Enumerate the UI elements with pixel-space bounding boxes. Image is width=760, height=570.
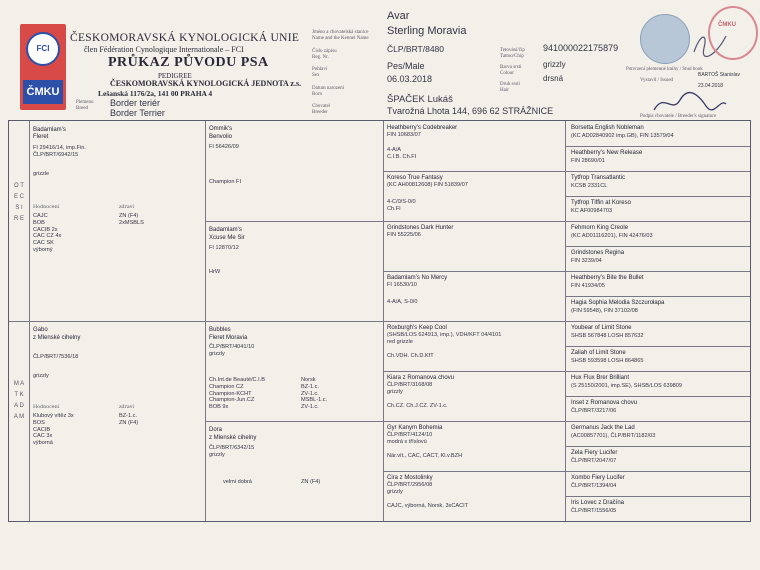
g4-0-reg: (KC AD02840902 imp.GB), FIN 13579/04 bbox=[571, 133, 674, 139]
g3-4-extra: red grizzle Ch.VDH. Ch.D.KfT bbox=[387, 339, 434, 359]
breeder-label: Chovatel Breeder bbox=[312, 104, 331, 115]
ss-name: Ommik's bbox=[209, 126, 233, 132]
g4-6-reg: FIN 41934/05 bbox=[571, 283, 605, 289]
ds-name2: Fleret Moravia bbox=[209, 335, 248, 341]
dd-name: Dora bbox=[209, 427, 223, 433]
name-label: Jméno a chovatelská stanice Name and the Kennel Name bbox=[312, 30, 369, 41]
ds-titles-right: Norsk BZ-1.c. ZV-1.c. MSBL-1.c. ZV-1.c. bbox=[301, 377, 328, 411]
dam-colour: grizzly bbox=[33, 373, 49, 379]
issuing-org: ČESKOMORAVSKÁ KYNOLOGICKÁ JEDNOTA z.s. bbox=[110, 79, 302, 88]
g3-3-reg: FI 16530/10 bbox=[387, 282, 417, 288]
fci-membership: člen Fédération Cynologique Internationale – FCI bbox=[84, 45, 244, 54]
breeder-signature-icon bbox=[650, 90, 730, 116]
sd-titles: HrW bbox=[209, 269, 221, 275]
g3-4-name: Roxburgh's Keep Cool bbox=[387, 325, 447, 331]
g4-3-name: Tytfrop Tiffin at Koreso bbox=[571, 200, 631, 206]
breeder-address: Tvarožná Lhota 144, 696 62 STRÁŽNICE bbox=[387, 106, 554, 116]
g3-5-extra: grizzly Ch.CZ. Ch.J.CZ. ZV-1.c. bbox=[387, 389, 448, 409]
reg-label: Číslo zápisu Reg. Nr. bbox=[312, 49, 337, 60]
dam-eval-label: Hodnocení bbox=[33, 405, 60, 410]
sire-side-label: O T E C S I R E bbox=[13, 183, 24, 222]
document-title: PRŮKAZ PŮVODU PSA bbox=[108, 55, 269, 70]
sire-reg2: ČLP/BRT/6942/15 bbox=[33, 152, 79, 158]
g3-0-name: Heathberry's Codebreaker bbox=[387, 125, 458, 131]
breed-en: Border Terrier bbox=[110, 108, 165, 118]
g4-0-name: Borsetta English Nobleman bbox=[571, 125, 644, 131]
cmku-logo bbox=[20, 24, 66, 110]
sd-name2: Xcuse Me Sir bbox=[209, 235, 245, 241]
sex-label: Pohlaví Sex bbox=[312, 67, 328, 78]
g3-0-extra: 4-A/A C.I.B. Ch.FI bbox=[387, 147, 417, 160]
dam-titles: Klubový vítěz 3x BOS CACIB CAC 3x výborná bbox=[33, 413, 74, 447]
g4-5-name: Grindstones Regina bbox=[571, 250, 625, 256]
dog-colour: grizzly bbox=[543, 60, 566, 69]
g3-6-name: Gyr Kanym Bohemia bbox=[387, 425, 443, 431]
sire-colour: grizzle bbox=[33, 171, 50, 177]
org-name: ČESKOMORAVSKÁ KYNOLOGICKÁ UNIE bbox=[70, 32, 300, 44]
g3-0-reg: FIN 10683/07 bbox=[387, 132, 421, 138]
dog-reg: ČLP/BRT/8480 bbox=[387, 44, 445, 54]
dob-label: Datum narození Born bbox=[312, 86, 345, 97]
dd-name2: z Mlenské cihelny bbox=[209, 435, 257, 441]
g3-6-reg: ČLP/BRT/4124/10 bbox=[387, 432, 433, 438]
dam-name: Gabo bbox=[33, 327, 48, 333]
g4-14-reg: ČLP/BRT/1394/04 bbox=[571, 483, 617, 489]
ds-titles: Ch.Int.de Beauté/C.I.B Champion CZ Champion-KCHT Champion-Jun.CZ BOB 9x bbox=[209, 377, 265, 411]
dd-titles-right: ZN (F4) bbox=[301, 479, 321, 485]
chip-label: Tetování/čip Tattoo/Chip bbox=[500, 48, 525, 59]
sd-reg: FI 12870/12 bbox=[209, 245, 239, 251]
dog-name: Avar bbox=[387, 10, 410, 22]
sire-health: ZN (F4) 2xMSBLS bbox=[119, 213, 144, 226]
g4-14-name: Xombo Fiery Lucifer bbox=[571, 475, 625, 481]
coat-label: Druh srsti Hair bbox=[500, 82, 520, 93]
g3-3-extra: 4-A/A, S-0/0 bbox=[387, 299, 418, 305]
ss-name2: Benvolio bbox=[209, 134, 233, 140]
sire-name2: Fleret bbox=[33, 134, 49, 140]
g4-9-name: Zaliah of Limit Stone bbox=[571, 350, 626, 356]
colour-label: Barva srsti Colour bbox=[500, 65, 522, 76]
dd-colour: grizzly bbox=[209, 452, 225, 458]
issued-label: Vystavil / Issued bbox=[640, 78, 674, 83]
g4-8-reg: SHSB 567848 LOSH 857632 bbox=[571, 333, 644, 339]
fci-emblem-text: FCI bbox=[36, 44, 50, 53]
breed-cz: Border teriér bbox=[110, 98, 161, 108]
document-subtitle: PEDIGREE bbox=[158, 72, 192, 80]
sd-name: Badamlam's bbox=[209, 227, 242, 233]
stud-book-label: Potvrzení plemenné knihy / Stud book bbox=[626, 67, 703, 72]
stamp-text: ČMKU bbox=[718, 22, 736, 28]
red-stamp-icon bbox=[708, 6, 758, 60]
issuing-address: Lešanská 1176/2a, 141 00 PRAHA 4 bbox=[98, 89, 213, 98]
g4-15-name: Iris Lovec z Dračína bbox=[571, 500, 625, 506]
sire-name: Badamlam's bbox=[33, 127, 66, 133]
g4-1-name: Heathberry's New Release bbox=[571, 150, 643, 156]
g3-1-extra: 4-C/0/S-0/0 Ch.FI bbox=[387, 199, 416, 212]
dog-coat: drsná bbox=[543, 74, 564, 83]
issued-date: 23.04.2018 bbox=[698, 83, 724, 89]
dam-reg: ČLP/BRT/7536/18 bbox=[33, 354, 79, 360]
breed-label: Plemeno Breed bbox=[76, 100, 94, 111]
dog-kennel: Sterling Moravia bbox=[387, 25, 467, 37]
ds-name: Bubbles bbox=[209, 327, 231, 333]
g4-7-reg: (FIN 59548), FIN 37102/08 bbox=[571, 308, 638, 314]
dd-reg: ČLP/BRT/6342/15 bbox=[209, 445, 255, 451]
g3-2-reg: FIN 55225/06 bbox=[387, 232, 421, 238]
g3-1-name: Koreso True Fantasy bbox=[387, 175, 443, 181]
g4-8-name: Youbear of Limit Stone bbox=[571, 325, 632, 331]
cmku-brand: ČMKU bbox=[23, 80, 63, 104]
dam-health-label: zdraví bbox=[119, 405, 134, 410]
g4-11-reg: ČLP/BRT/3217/06 bbox=[571, 408, 617, 414]
ds-colour: grizzly bbox=[209, 351, 225, 357]
dog-sex: Pes/Male bbox=[387, 61, 425, 71]
ds-reg: ČLP/BRT/4041/10 bbox=[209, 344, 255, 350]
issuer-name: BARTOŠ Stanislav bbox=[698, 72, 741, 78]
stud-book-stamp-icon bbox=[640, 14, 690, 64]
ss-titles: Champion FI bbox=[209, 179, 242, 185]
g3-6-extra: modrá s tříslovú Nár.vít., CAC, CACT, Kl.v.BZH bbox=[387, 439, 463, 459]
breeder-name: ŠPAČEK Lukáš bbox=[387, 94, 453, 105]
g4-2-name: Tytfrop Transatlantic bbox=[571, 175, 626, 181]
ss-reg: FI 56426/09 bbox=[209, 144, 239, 150]
g4-10-name: Hux Flux Brer Brilliant bbox=[571, 375, 630, 381]
fci-emblem-icon bbox=[26, 32, 60, 66]
sire-titles: CAJC BOB CACIB 2x CAC CZ 4x CAC SK výborný bbox=[33, 213, 62, 253]
g4-7-name: Hagia Sophia Melodia Szczurołapa bbox=[571, 300, 665, 306]
g4-2-reg: KCSB 2331CL bbox=[571, 183, 608, 189]
dam-name2: z Mlenské cihelny bbox=[33, 335, 81, 341]
g4-10-reg: (S 25150/2001, imp.SE), SHSB/LOS 639809 bbox=[571, 383, 683, 389]
g3-1-reg: (KC AH00812608) FIN 51839/07 bbox=[387, 182, 468, 188]
sire-eval-label: Hodnocení bbox=[33, 205, 60, 210]
g4-6-name: Heathberry's Bite the Bullet bbox=[571, 275, 644, 281]
g4-11-name: Inset z Romanova chovu bbox=[571, 400, 638, 406]
g4-15-reg: ČLP/BRT/1556/05 bbox=[571, 508, 617, 514]
g3-2-name: Grindstones Dark Hunter bbox=[387, 225, 454, 231]
g4-4-name: Fehmorn King Creole bbox=[571, 225, 629, 231]
dam-side-label: M A T K A D A M bbox=[13, 381, 25, 420]
g3-7-reg: ČLP/BRT/2956/08 bbox=[387, 482, 433, 488]
sire-reg: FI 29416/14, imp.Fin. bbox=[33, 145, 86, 151]
g4-13-reg: ČLP/BRT/2047/07 bbox=[571, 458, 617, 464]
g3-3-name: Badamlam's No Mercy bbox=[387, 275, 448, 281]
g3-7-name: Cira z Mostolinky bbox=[387, 475, 433, 481]
sire-health-label: zdraví bbox=[119, 205, 134, 210]
breeder-signature-label: Podpis chovatele / Breeder's signature bbox=[640, 114, 717, 119]
pedigree-table bbox=[8, 120, 751, 522]
dog-dob: 06.03.2018 bbox=[387, 74, 433, 84]
g3-7-extra: grizzly CAJC, výborná, Norsk. 3xCACIT bbox=[387, 489, 469, 509]
g4-4-reg: (KC AD01116201), FIN 42476/03 bbox=[571, 233, 653, 239]
g4-1-reg: FIN 28690/01 bbox=[571, 158, 605, 164]
g3-4-reg: (SHSB/LOS 624913, imp.), VDH/KFT 04/4101 bbox=[387, 332, 502, 338]
g4-9-reg: SHSB 593598 LOSH 864865 bbox=[571, 358, 644, 364]
g4-5-reg: FIN 3239/04 bbox=[571, 258, 602, 264]
g4-3-reg: KC AF00984703 bbox=[571, 208, 613, 214]
g4-12-reg: (AC00857701), ČLP/BRT/1182/03 bbox=[571, 433, 656, 439]
dd-titles: velmi dobrá bbox=[223, 479, 252, 485]
g3-5-name: Kiara z Romanova chovu bbox=[387, 375, 455, 381]
g4-13-name: Zela Fiery Lucifer bbox=[571, 450, 618, 456]
dam-health: BZ-1.c. ZN (F4) bbox=[119, 413, 139, 426]
g3-5-reg: ČLP/BRT/3168/08 bbox=[387, 382, 433, 388]
g4-12-name: Germanus Jack the Lad bbox=[571, 425, 635, 431]
dog-chip: 941000022175879 bbox=[543, 43, 619, 53]
